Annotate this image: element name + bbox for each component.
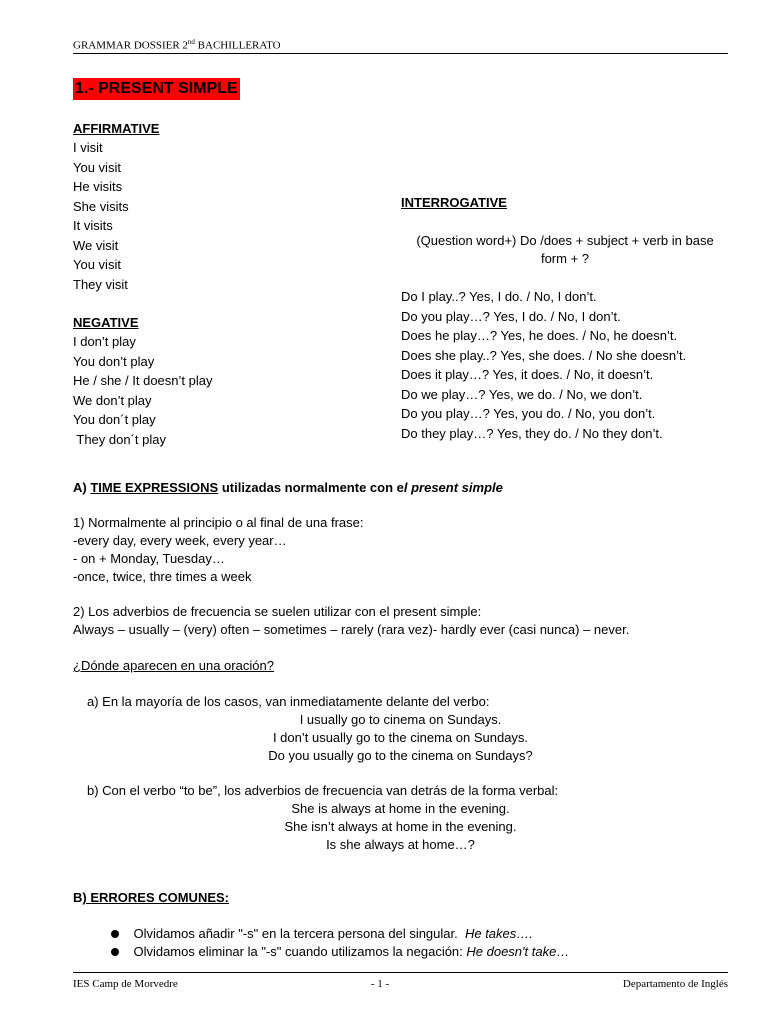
p2-line: Always – usually – (very) often – sometimes – rarely (rara vez)- hardly ever (casi nunca) – never.	[73, 622, 630, 637]
p1-intro: 1) Normalmente al principio o al final de una frase:	[73, 515, 364, 530]
bullet-icon	[111, 930, 119, 938]
negative-line: You don´t play	[73, 412, 156, 427]
rule-b-intro: b) Con el verbo “to be”, los adverbios de frecuencia van detrás de la forma verbal:	[87, 783, 559, 798]
negative-line: You don’t play	[73, 353, 155, 369]
heading-middle: utilizadas normalmente con e	[218, 480, 404, 495]
paragraph-2	[73, 603, 629, 639]
negative-list	[73, 332, 212, 449]
interrogative-line: Does she play..? Yes, she does. / No she doesn’t.	[401, 347, 687, 363]
heading-prefix: A)	[73, 480, 91, 495]
section-title-text: 1.- PRESENT SIMPLE	[75, 80, 238, 97]
section-title	[73, 78, 240, 100]
heading-underlined: TIME EXPRESSIONS	[90, 480, 219, 495]
footer-right: Departamento de Inglés	[622, 978, 728, 990]
negative-line: They don´t play	[73, 431, 166, 447]
rule-a-intro: a) En la mayoría de los casos, van inmediatamente delante del verbo:	[87, 694, 490, 709]
footer-page-number: - 1 -	[370, 978, 390, 990]
interrogative-line: Do we play…? Yes, we do. / No, we don’t.	[401, 386, 643, 402]
p2-intro: 2) Los adverbios de frecuencia se suelen utilizar con el present simple:	[73, 604, 482, 619]
affirmative-line: She visits	[73, 198, 129, 214]
affirmative-line: It visits	[73, 218, 113, 233]
p1-line: - on + Monday, Tuesday…	[73, 551, 225, 566]
p1-line: -once, twice, thre times a week	[73, 569, 252, 584]
example-line: I usually go to cinema on Sundays.	[299, 712, 502, 727]
affirmative-line: They visit	[73, 276, 128, 292]
affirmative-line: He visits	[73, 179, 123, 194]
footer-left: IES Camp de Morvedre	[73, 978, 178, 990]
header-rule	[73, 53, 728, 54]
interrogative-formula	[401, 232, 729, 268]
paragraph-1	[73, 514, 363, 586]
affirmative-list	[73, 138, 129, 294]
example-line: She isn’t always at home in the evening.	[284, 819, 517, 834]
example-line: She is always at home in the evening.	[291, 801, 510, 816]
error-text: Olvidamos añadir "-s" en la tercera persona del singular.	[133, 926, 465, 941]
header-title-prefix: GRAMMAR DOSSIER 2	[73, 39, 188, 52]
negative-heading: NEGATIVE	[73, 315, 139, 330]
header-title-sup: nd	[187, 38, 195, 46]
where-heading: ¿Dónde aparecen en una oración?	[73, 658, 274, 673]
affirmative-line: You visit	[73, 159, 121, 175]
example-line: Is she always at home…?	[326, 837, 475, 852]
formula-line: form + ?	[540, 251, 590, 266]
negative-line: I don’t play	[73, 334, 136, 349]
interrogative-line: Do you play…? Yes, you do. / No, you don’t.	[401, 406, 656, 421]
interrogative-heading: INTERROGATIVE	[401, 195, 507, 210]
errors-heading-b: B	[73, 890, 83, 905]
error-text: Olvidamos eliminar la "-s" cuando utilizamos la negación:	[133, 944, 467, 959]
error-example: He doesn't take…	[466, 944, 570, 959]
example-line: I don’t usually go to the cinema on Sundays.	[272, 730, 529, 745]
interrogative-list	[401, 287, 686, 443]
interrogative-line: Do they play…? Yes, they do. / No they don’t.	[401, 425, 663, 441]
list-item	[97, 907, 569, 941]
errors-heading	[73, 889, 229, 907]
error-example: He takes….	[464, 926, 533, 941]
header-title-suffix: BACHILLERATO	[194, 39, 281, 52]
interrogative-line: Does it play…? Yes, it does. / No, it doesn’t.	[401, 367, 654, 382]
rule-b-examples	[73, 800, 728, 854]
negative-line: He / she / It doesn’t play	[73, 373, 213, 388]
p1-line: -every day, every week, every year…	[73, 533, 287, 548]
errors-heading-rest: ) ERRORES COMUNES:	[82, 890, 230, 905]
footer-rule	[73, 972, 728, 973]
affirmative-heading: AFFIRMATIVE	[73, 121, 160, 136]
affirmative-line: I visit	[73, 140, 103, 155]
negative-line: We don’t play	[73, 392, 152, 408]
rule-a-examples	[73, 711, 728, 765]
time-expressions-heading	[73, 479, 503, 497]
interrogative-line: Do I play..? Yes, I do. / No, I don’t.	[401, 289, 597, 304]
formula-line: (Question word+) Do /does + subject + verb in base	[416, 233, 714, 248]
interrogative-line: Do you play…? Yes, I do. / No, I don’t.	[401, 308, 621, 324]
affirmative-line: You visit	[73, 257, 121, 272]
bullet-icon	[111, 948, 119, 956]
affirmative-line: We visit	[73, 237, 119, 253]
heading-italic: l present simple	[403, 480, 503, 495]
interrogative-line: Does he play…? Yes, he does. / No, he doesn’t.	[401, 328, 678, 343]
page-header	[73, 38, 281, 52]
errors-list	[97, 907, 570, 959]
example-line: Do you usually go to the cinema on Sundays?	[268, 748, 533, 763]
